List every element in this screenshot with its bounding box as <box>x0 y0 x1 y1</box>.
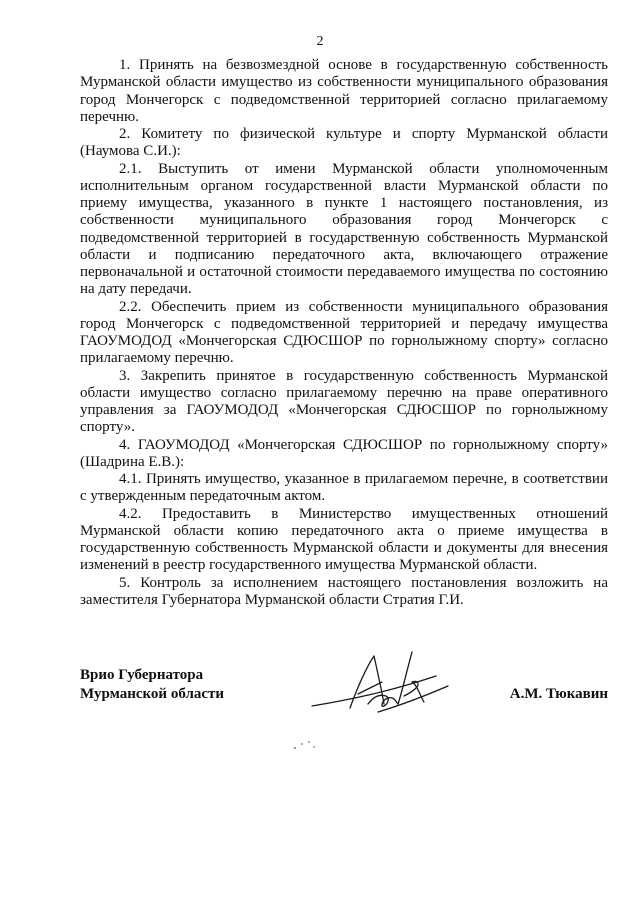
decree-body <box>80 57 608 609</box>
paragraph-3: 3. Закрепить принятое в государственную собственность Мурманской области имущество согласно прилагаемому перечню на праве оперативного управления за ГАОУМОДОД «Мончегорская СДЮСШОР по горнолыжному спорту». <box>80 367 608 436</box>
signer-name: А.М. Тюкавин <box>509 686 608 702</box>
paragraph-2-2: 2.2. Обеспечить прием из собственности муниципального образования город Мончегорск с подведомственной территорией и передачу имущества ГАОУМОДОД «Мончегорская СДЮСШОР по горнолыжному спорту» согласно прилагаемому перечню. <box>80 298 608 367</box>
signer-position <box>80 666 224 704</box>
paragraph-2-1: 2.1. Выступить от имени Мурманской области уполномоченным исполнительным органом государственной власти Мурманской области по приему имущества, указанного в пункте 1 настоящего постановления, из собственности муниципального образования город Мончегорск с подведомственной территорией в государственную собственность Мурманской области и подписанию передаточного акта, включающего отражение первоначальной и остаточной стоимости передаваемого имущества по состоянию на дату передачи. <box>80 160 608 298</box>
paragraph-1: 1. Принять на безвозмездной основе в государственную собственность Мурманской области имущество из собственности муниципального образования город Мончегорск с подведомственной территорией согласно прилагаемому перечню. <box>80 57 608 125</box>
paragraph-4-2: 4.2. Предоставить в Министерство имущественных отношений Мурманской области копию передаточного акта о приеме имущества в государственную собственность Мурманской области и документы для внесения изменений в реестр государственного имущества Мурманской области. <box>80 505 608 574</box>
paragraph-5: 5. Контроль за исполнением настоящего постановления возложить на заместителя Губернатора Мурманской области Стратия Г.И. <box>80 574 608 608</box>
handwritten-signature-icon <box>308 646 458 736</box>
paragraph-4: 4. ГАОУМОДОД «Мончегорская СДЮСШОР по горнолыжному спорту» (Шадрина Е.В.): <box>80 436 608 470</box>
signer-position-line-1: Врио Губернатора <box>80 667 204 683</box>
page-number: 2 <box>316 34 324 49</box>
paragraph-2: 2. Комитету по физической культуре и спорту Мурманской области (Наумова С.И.): <box>80 126 608 160</box>
signature-block <box>80 660 608 720</box>
signer-position-line-2: Мурманской области <box>80 686 225 702</box>
paragraph-4-1: 4.1. Принять имущество, указанное в прилагаемом перечне, в соответствии с утвержденным передаточным актом. <box>80 471 608 505</box>
scan-noise-icon <box>292 738 322 752</box>
